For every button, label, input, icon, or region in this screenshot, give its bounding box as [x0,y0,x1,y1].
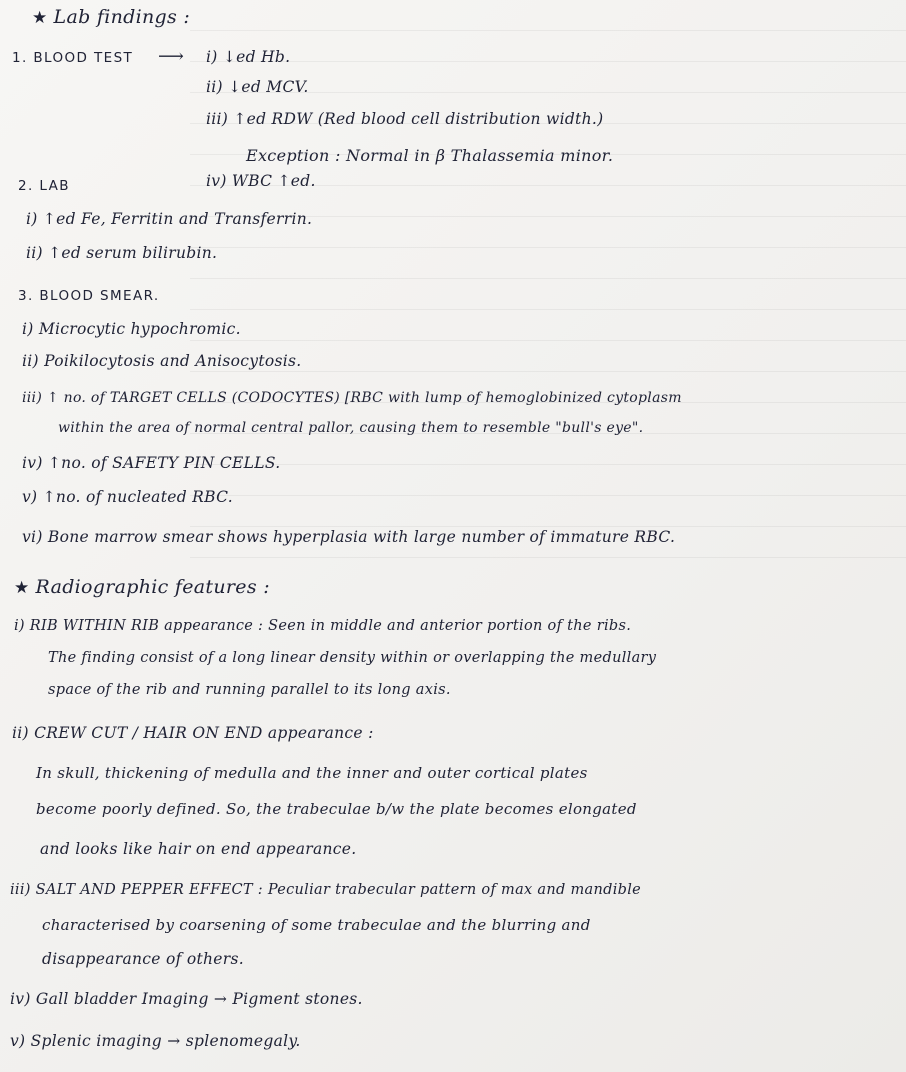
lab-label: 2. LAB [18,178,70,194]
lab-findings-heading [32,6,190,28]
smear-item: vi) Bone marrow smear shows hyperplasia with large number of immature RBC. [22,528,676,546]
smear-item: iv) ↑no. of SAFETY PIN CELLS. [22,454,281,472]
smear-item-continuation: within the area of normal central pallor, causing them to resemble "bull's eye". [58,420,644,436]
radiographic-heading [14,576,270,598]
splenic-item: v) Splenic imaging → splenomegaly. [10,1032,301,1050]
arrow-icon: ⟶ [158,46,185,67]
rib-item: i) RIB WITHIN RIB appearance : Seen in middle and anterior portion of the ribs. [14,618,632,634]
rib-item-continuation: space of the rib and running parallel to its long axis. [48,682,451,698]
gall-bladder-item: iv) Gall bladder Imaging → Pigment stones. [10,990,363,1008]
salt-pepper-item: iii) SALT AND PEPPER EFFECT : Peculiar trabecular pattern of max and mandible [10,882,642,898]
rib-item-continuation: The finding consist of a long linear density within or overlapping the medullary [48,650,657,666]
radiographic-heading-text: Radiographic features : [35,576,270,598]
smear-item: iii) ↑ no. of TARGET CELLS (CODOCYTES) [RBC with lump of hemoglobinized cytoplasm [22,390,682,406]
blood-test-item: iii) ↑ed RDW (Red blood cell distribution width.) [206,110,604,128]
lab-item: ii) ↑ed serum bilirubin. [26,244,218,262]
smear-item: ii) Poikilocytosis and Anisocytosis. [22,352,302,370]
crew-cut-continuation: become poorly defined. So, the trabeculae b/w the plate becomes elongated [36,800,637,818]
crew-cut-continuation: and looks like hair on end appearance. [40,840,357,858]
smear-item: i) Microcytic hypochromic. [22,320,241,338]
wbc-item: iv) WBC ↑ed. [206,172,316,190]
salt-pepper-continuation: characterised by coarsening of some trabeculae and the blurring and [42,916,591,934]
star-icon: ★ [32,8,48,28]
exception-note: Exception : Normal in β Thalassemia minor. [246,146,614,165]
lab-findings-heading-text: Lab findings : [53,6,191,28]
lab-item: i) ↑ed Fe, Ferritin and Transferrin. [26,210,313,228]
crew-cut-continuation: In skull, thickening of medulla and the inner and outer cortical plates [36,764,588,782]
salt-pepper-continuation: disappearance of others. [42,950,244,968]
blood-test-item: ii) ↓ed MCV. [206,78,309,96]
smear-item: v) ↑no. of nucleated RBC. [22,488,233,506]
star-icon: ★ [14,578,30,598]
blood-smear-label: 3. BLOOD SMEAR. [18,288,160,304]
blood-test-label: 1. BLOOD TEST [12,50,134,66]
blood-test-item: i) ↓ed Hb. [206,48,291,66]
crew-cut-item: ii) CREW CUT / HAIR ON END appearance : [12,724,374,742]
